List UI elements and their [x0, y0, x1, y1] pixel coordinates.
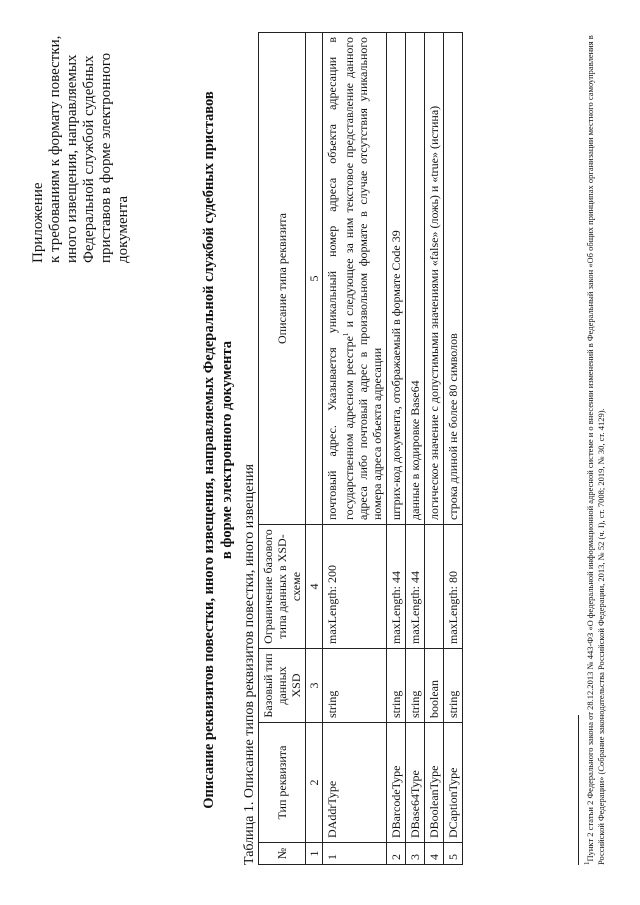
desc-text-rest: и следующее за ним текстовое представление данного адреса либо почтовый адрес в произвольном формате в случае отсутствия уникального номера адреса объекта адресации [342, 37, 384, 520]
appendix-line: иного извещения, направляемых [64, 54, 80, 263]
table-header-row [259, 33, 306, 865]
table-row [387, 33, 406, 865]
desc-text: почтовый адрес. Указывается уникальный номер адреса объекта адресации в государственном адресном реестре [325, 37, 356, 520]
row-base: string [406, 649, 425, 723]
appendix-line: Приложение [30, 182, 46, 263]
title-line-1: Описание реквизитов повестки, иного извещения, направляемых Федеральной службой судебных приставов [201, 91, 217, 809]
header-restriction: Ограничение базового типа данных в XSD-схеме [259, 525, 306, 649]
row-num: 1 [323, 843, 387, 865]
row-num: 4 [425, 843, 444, 865]
row-restriction: maxLength: 80 [444, 525, 463, 649]
requisites-table [258, 32, 463, 865]
row-restriction: maxLength: 44 [406, 525, 425, 649]
row-type: DBooleanType [425, 723, 444, 843]
row-restriction [425, 525, 444, 649]
footnote [582, 35, 607, 865]
footnote-separator [578, 715, 579, 865]
row-base: boolean [425, 649, 444, 723]
col-number: 3 [306, 649, 323, 723]
row-description: штрих-код документа, отображаемый в формате Code 39 [387, 33, 406, 525]
row-num: 3 [406, 843, 425, 865]
header-num: № [259, 843, 306, 865]
row-num: 5 [444, 843, 463, 865]
appendix-block [30, 13, 132, 263]
row-description: данные в кодировке Base64 [406, 33, 425, 525]
appendix-line: документа [115, 195, 131, 263]
appendix-line: приставов в форме электронного [98, 52, 114, 263]
col-number: 2 [306, 723, 323, 843]
col-number: 5 [306, 33, 323, 525]
table-row [444, 33, 463, 865]
row-restriction: maxLength: 44 [387, 525, 406, 649]
table-row [406, 33, 425, 865]
col-number: 1 [306, 843, 323, 865]
col-number: 4 [306, 525, 323, 649]
row-base: string [323, 649, 387, 723]
row-base: string [387, 649, 406, 723]
footnote-ref: 1 [342, 332, 350, 337]
row-type: DCaptionType [444, 723, 463, 843]
table-row [425, 33, 444, 865]
table-caption: Таблица 1. Описание типов реквизитов повестки, иного извещения [242, 464, 257, 865]
row-type: DBase64Type [406, 723, 425, 843]
header-type: Тип реквизита [259, 723, 306, 843]
row-num: 2 [387, 843, 406, 865]
row-description: строка длиной не более 80 символов [444, 33, 463, 525]
title-line-2: в форме электронного документа [219, 340, 235, 560]
table-row [323, 33, 387, 865]
row-restriction: maxLength: 200 [323, 525, 387, 649]
column-numbers-row [306, 33, 323, 865]
appendix-line: к требованиям к формату повестки, [47, 35, 63, 263]
footnote-mark: 1 [583, 861, 591, 865]
header-base-type: Базовый тип данных XSD [259, 649, 306, 723]
header-description: Описание типа реквизита [259, 33, 306, 525]
row-description: логическое значение с допустимыми значениями «false» (ложь) и «true» (истина) [425, 33, 444, 525]
row-base: string [444, 649, 463, 723]
footnote-text: Пункт 2 статьи 2 Федерального закона от 28.12.2013 № 443-ФЗ «О федеральной информационной адресной системе и о внесении изменений в Федеральный закон «Об общих принципах организации местного самоуправления в Российской Федерации» (Собрание законодательства Российской Федерации, 2013, № 52 (ч. I), ст. 7008; 2019, № 30, ст. 4129). [584, 35, 606, 865]
row-description [323, 33, 387, 525]
row-type: DBarcodeType [387, 723, 406, 843]
row-type: DAddrType [323, 723, 387, 843]
appendix-line: Федеральной службой судебных [81, 55, 97, 263]
document-title [200, 35, 236, 865]
